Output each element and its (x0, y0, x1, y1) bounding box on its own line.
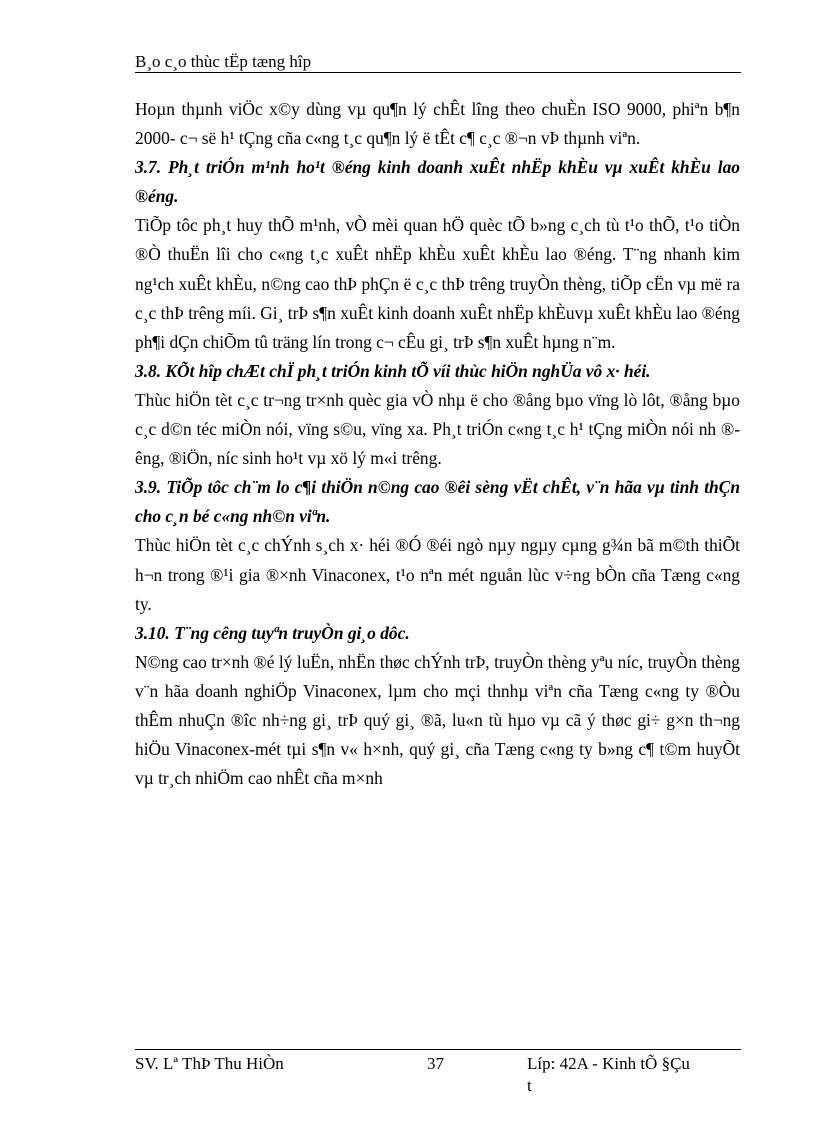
section-heading-3-7: 3.7. Ph¸t triÓn m¹nh ho¹t ®éng kinh doanh xuÊt nhËp khÈu vµ xuÊt khÈu lao ®éng. (135, 157, 740, 207)
section-heading-3-10: 3.10. T¨ng cêng tuyªn truyÒn gi¸o dôc. (135, 622, 410, 643)
document-body (135, 95, 740, 793)
footer-student-name: SV. Lª ThÞ Thu HiÒn (135, 1054, 284, 1073)
paragraph-education: N©ng cao tr×nh ®é lý luËn, nhËn thøc chÝnh trÞ, truyÒn thèng yªu níc, truyÒn thèng v¨n hãa doanh nghiÖp Vinaconex, lµm cho mçi thnhµ viªn cña Tæng c«ng ty ®Òu thÊm nhuÇn ®îc nh÷ng gi¸ trÞ quý gi¸ ®ã, lu«n tù hµo vµ cã ý thøc gi÷ g×n th¬ng hiÖu Vinaconex-mét tµi s¶n v« h×nh, quý gi¸ cña Tæng c«ng ty b»ng c¶ t©m huyÕt vµ tr¸ch nhiÖm cao nhÊt cña m×nh (135, 651, 740, 789)
section-heading-3-9: 3.9. TiÕp tôc ch¨m lo c¶i thiÖn n©ng cao ®êi sèng vËt chÊt, v¨n hãa vµ tinh thÇn cho c¸n bé c«ng nh©n viªn. (135, 477, 740, 527)
footer-page-number: 37 (427, 1054, 444, 1073)
paragraph-social-programs: Thùc hiÖn tèt c¸c tr¬ng tr×nh quèc gia vÒ nhµ ë cho ®ång bµo vïng lò lôt, ®ång bµo c¸c d©n téc miÒn nói, vïng s©u, vïng xa. Ph¸t triÓn c«ng t¸c h¹ tÇng miÒn nói nh ®êng, ®iÖn, níc sinh ho¹t vµ xö lý m«i trêng. (135, 389, 740, 469)
paragraph-export-import: TiÕp tôc ph¸t huy thÕ m¹nh, vÒ mèi quan hÖ quèc tÕ b»ng c¸ch tù t¹o thÕ, t¹o tiÒn ®Ò thuËn lîi cho c«ng t¸c xuÊt nhËp khÈu xuÊt khÈu lao ®éng. T¨ng nhanh kim ng¹ch xuÊt khÈu, n©ng cao thÞ phÇn ë c¸c thÞ trêng truyÒn thèng, tiÕp cËn vµ më ra c¸c thÞ trêng míi. Gi¸ trÞ s¶n xuÊt kinh doanh xuÊt nhËp khÈuvµ xuÊt khÈu lao ®éng ph¶i dÇn chiÕm tû träng lín trong c¬ cÊu gi¸ trÞ s¶n xuÊt hµng n¨m. (135, 215, 740, 352)
header-title: B¸o c¸o thùc tËp tæng hîp (135, 52, 312, 71)
footer-class-label: Líp: 42A - Kinh tÕ §Çu t (527, 1054, 690, 1095)
paragraph-iso-quality: Hoµn thµnh viÖc x©y dùng vµ qu¶n lý chÊt lîng theo chuÈn ISO 9000, phiªn b¶n 2000- c¬ së h¹ tÇng cña c«ng t¸c qu¶n lý ë tÊt c¶ c¸c ®¬n vÞ thµnh viªn. (135, 99, 740, 149)
footer-divider (135, 1049, 741, 1050)
section-heading-3-8: 3.8. KÕt hîp chÆt chÏ ph¸t triÓn kinh tÕ víi thùc hiÖn nghÜa vô x· héi. (135, 360, 651, 381)
paragraph-social-policy: Thùc hiÖn tèt c¸c chÝnh s¸ch x· héi ®Ó ®éi ngò nµy ngµy cµng g¾n bã m©th thiÕt h¬n trong ®¹i gia ®×nh Vinaconex, t¹o nªn mét nguån lùc v÷ng bÒn cña Tæng c«ng ty. (135, 535, 740, 614)
page-header (135, 52, 741, 73)
page-footer (135, 1053, 741, 1095)
